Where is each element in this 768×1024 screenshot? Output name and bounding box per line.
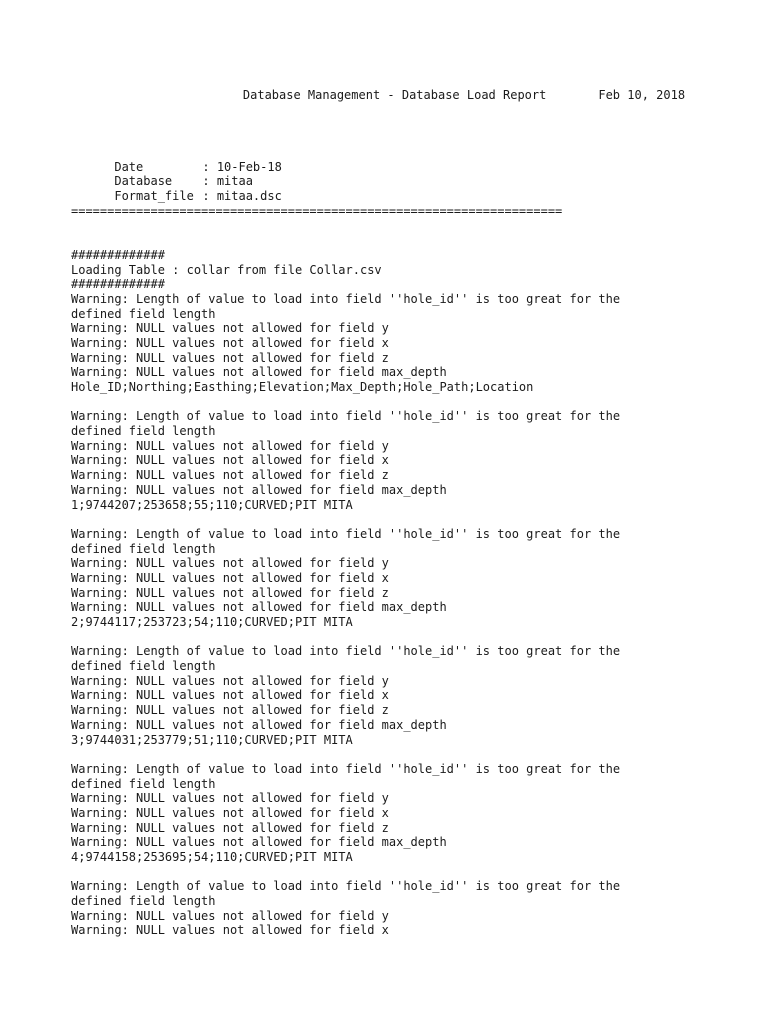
warning-null-x: Warning: NULL values not allowed for field x <box>71 570 389 585</box>
warning-null-z: Warning: NULL values not allowed for field z <box>71 585 389 600</box>
meta-row-date <box>71 145 661 174</box>
warning-length-line: Warning: Length of value to load into field ''hole_id'' is too great for the <box>71 644 621 659</box>
warning-null-max-depth: Warning: NULL values not allowed for field max_depth <box>71 717 447 732</box>
warning-null-x: Warning: NULL values not allowed for field x <box>71 453 389 468</box>
warning-null-z: Warning: NULL values not allowed for field z <box>71 350 389 365</box>
warning-block <box>71 409 661 512</box>
record-line: 4;9744158;253695;54;110;CURVED;PIT MITA <box>71 850 353 865</box>
warning-length-cont: defined field length <box>71 306 216 321</box>
report-title: Database Management - Database Load Report <box>242 88 547 102</box>
warning-length-line: Warning: Length of value to load into field ''hole_id'' is too great for the <box>71 526 621 541</box>
meta-value: mitaa.dsc <box>216 189 282 204</box>
warning-null-x: Warning: NULL values not allowed for field x <box>71 688 389 703</box>
record-line: Hole_ID;Northing;Easthing;Elevation;Max_Depth;Hole_Path;Location <box>71 380 534 395</box>
warning-block <box>71 644 661 747</box>
warning-length-cont: defined field length <box>71 424 216 439</box>
warning-null-z: Warning: NULL values not allowed for field z <box>71 703 389 718</box>
warning-null-x: Warning: NULL values not allowed for field x <box>71 805 389 820</box>
warning-block <box>71 762 661 865</box>
warning-null-y: Warning: NULL values not allowed for field y <box>71 556 389 571</box>
warning-length-cont: defined field length <box>71 659 216 674</box>
warning-block <box>71 527 661 630</box>
warning-null-z: Warning: NULL values not allowed for field z <box>71 820 389 835</box>
separator-line: ==================================================================== <box>71 203 563 218</box>
warning-null-z: Warning: NULL values not allowed for field z <box>71 468 389 483</box>
warning-length-line: Warning: Length of value to load into field ''hole_id'' is too great for the <box>71 291 621 306</box>
report-header <box>214 71 685 119</box>
warning-null-max-depth: Warning: NULL values not allowed for field max_depth <box>71 600 447 615</box>
meta-value: 10-Feb-18 <box>216 159 282 174</box>
warning-length-cont: defined field length <box>71 776 216 791</box>
meta-value: mitaa <box>216 174 253 189</box>
warning-block <box>71 292 661 395</box>
warning-null-x: Warning: NULL values not allowed for field x <box>71 923 389 938</box>
record-line: 3;9744031;253779;51;110;CURVED;PIT MITA <box>71 732 353 747</box>
meta-key: Database <box>114 174 173 189</box>
meta-key: Format_file <box>114 189 194 204</box>
record-line: 1;9744207;253658;55;110;CURVED;PIT MITA <box>71 497 353 512</box>
warning-length-line: Warning: Length of value to load into field ''hole_id'' is too great for the <box>71 761 621 776</box>
hash-line: ############# <box>71 247 165 262</box>
warning-null-y: Warning: NULL values not allowed for field y <box>71 908 389 923</box>
warning-null-max-depth: Warning: NULL values not allowed for field max_depth <box>71 482 447 497</box>
warning-null-max-depth: Warning: NULL values not allowed for field max_depth <box>71 365 447 380</box>
warning-null-max-depth: Warning: NULL values not allowed for field max_depth <box>71 835 447 850</box>
record-line: 2;9744117;253723;54;110;CURVED;PIT MITA <box>71 615 353 630</box>
warning-length-cont: defined field length <box>71 894 216 909</box>
meta-key: Date <box>114 159 144 174</box>
warning-length-cont: defined field length <box>71 541 216 556</box>
warning-null-y: Warning: NULL values not allowed for field y <box>71 791 389 806</box>
report-date: Feb 10, 2018 <box>598 88 686 102</box>
warning-null-y: Warning: NULL values not allowed for field y <box>71 438 389 453</box>
meta-separator: : <box>202 174 217 189</box>
warning-null-y: Warning: NULL values not allowed for field y <box>71 321 389 336</box>
warning-length-line: Warning: Length of value to load into field ''hole_id'' is too great for the <box>71 409 621 424</box>
warning-block <box>71 879 661 938</box>
hash-line: ############# <box>71 277 165 292</box>
report-body <box>71 145 661 938</box>
loading-table-line: Loading Table : collar from file Collar.csv <box>71 262 382 277</box>
warning-length-line: Warning: Length of value to load into field ''hole_id'' is too great for the <box>71 879 621 894</box>
warning-null-x: Warning: NULL values not allowed for field x <box>71 335 389 350</box>
meta-separator: : <box>202 189 217 204</box>
warning-null-y: Warning: NULL values not allowed for field y <box>71 673 389 688</box>
meta-separator: : <box>202 159 217 174</box>
